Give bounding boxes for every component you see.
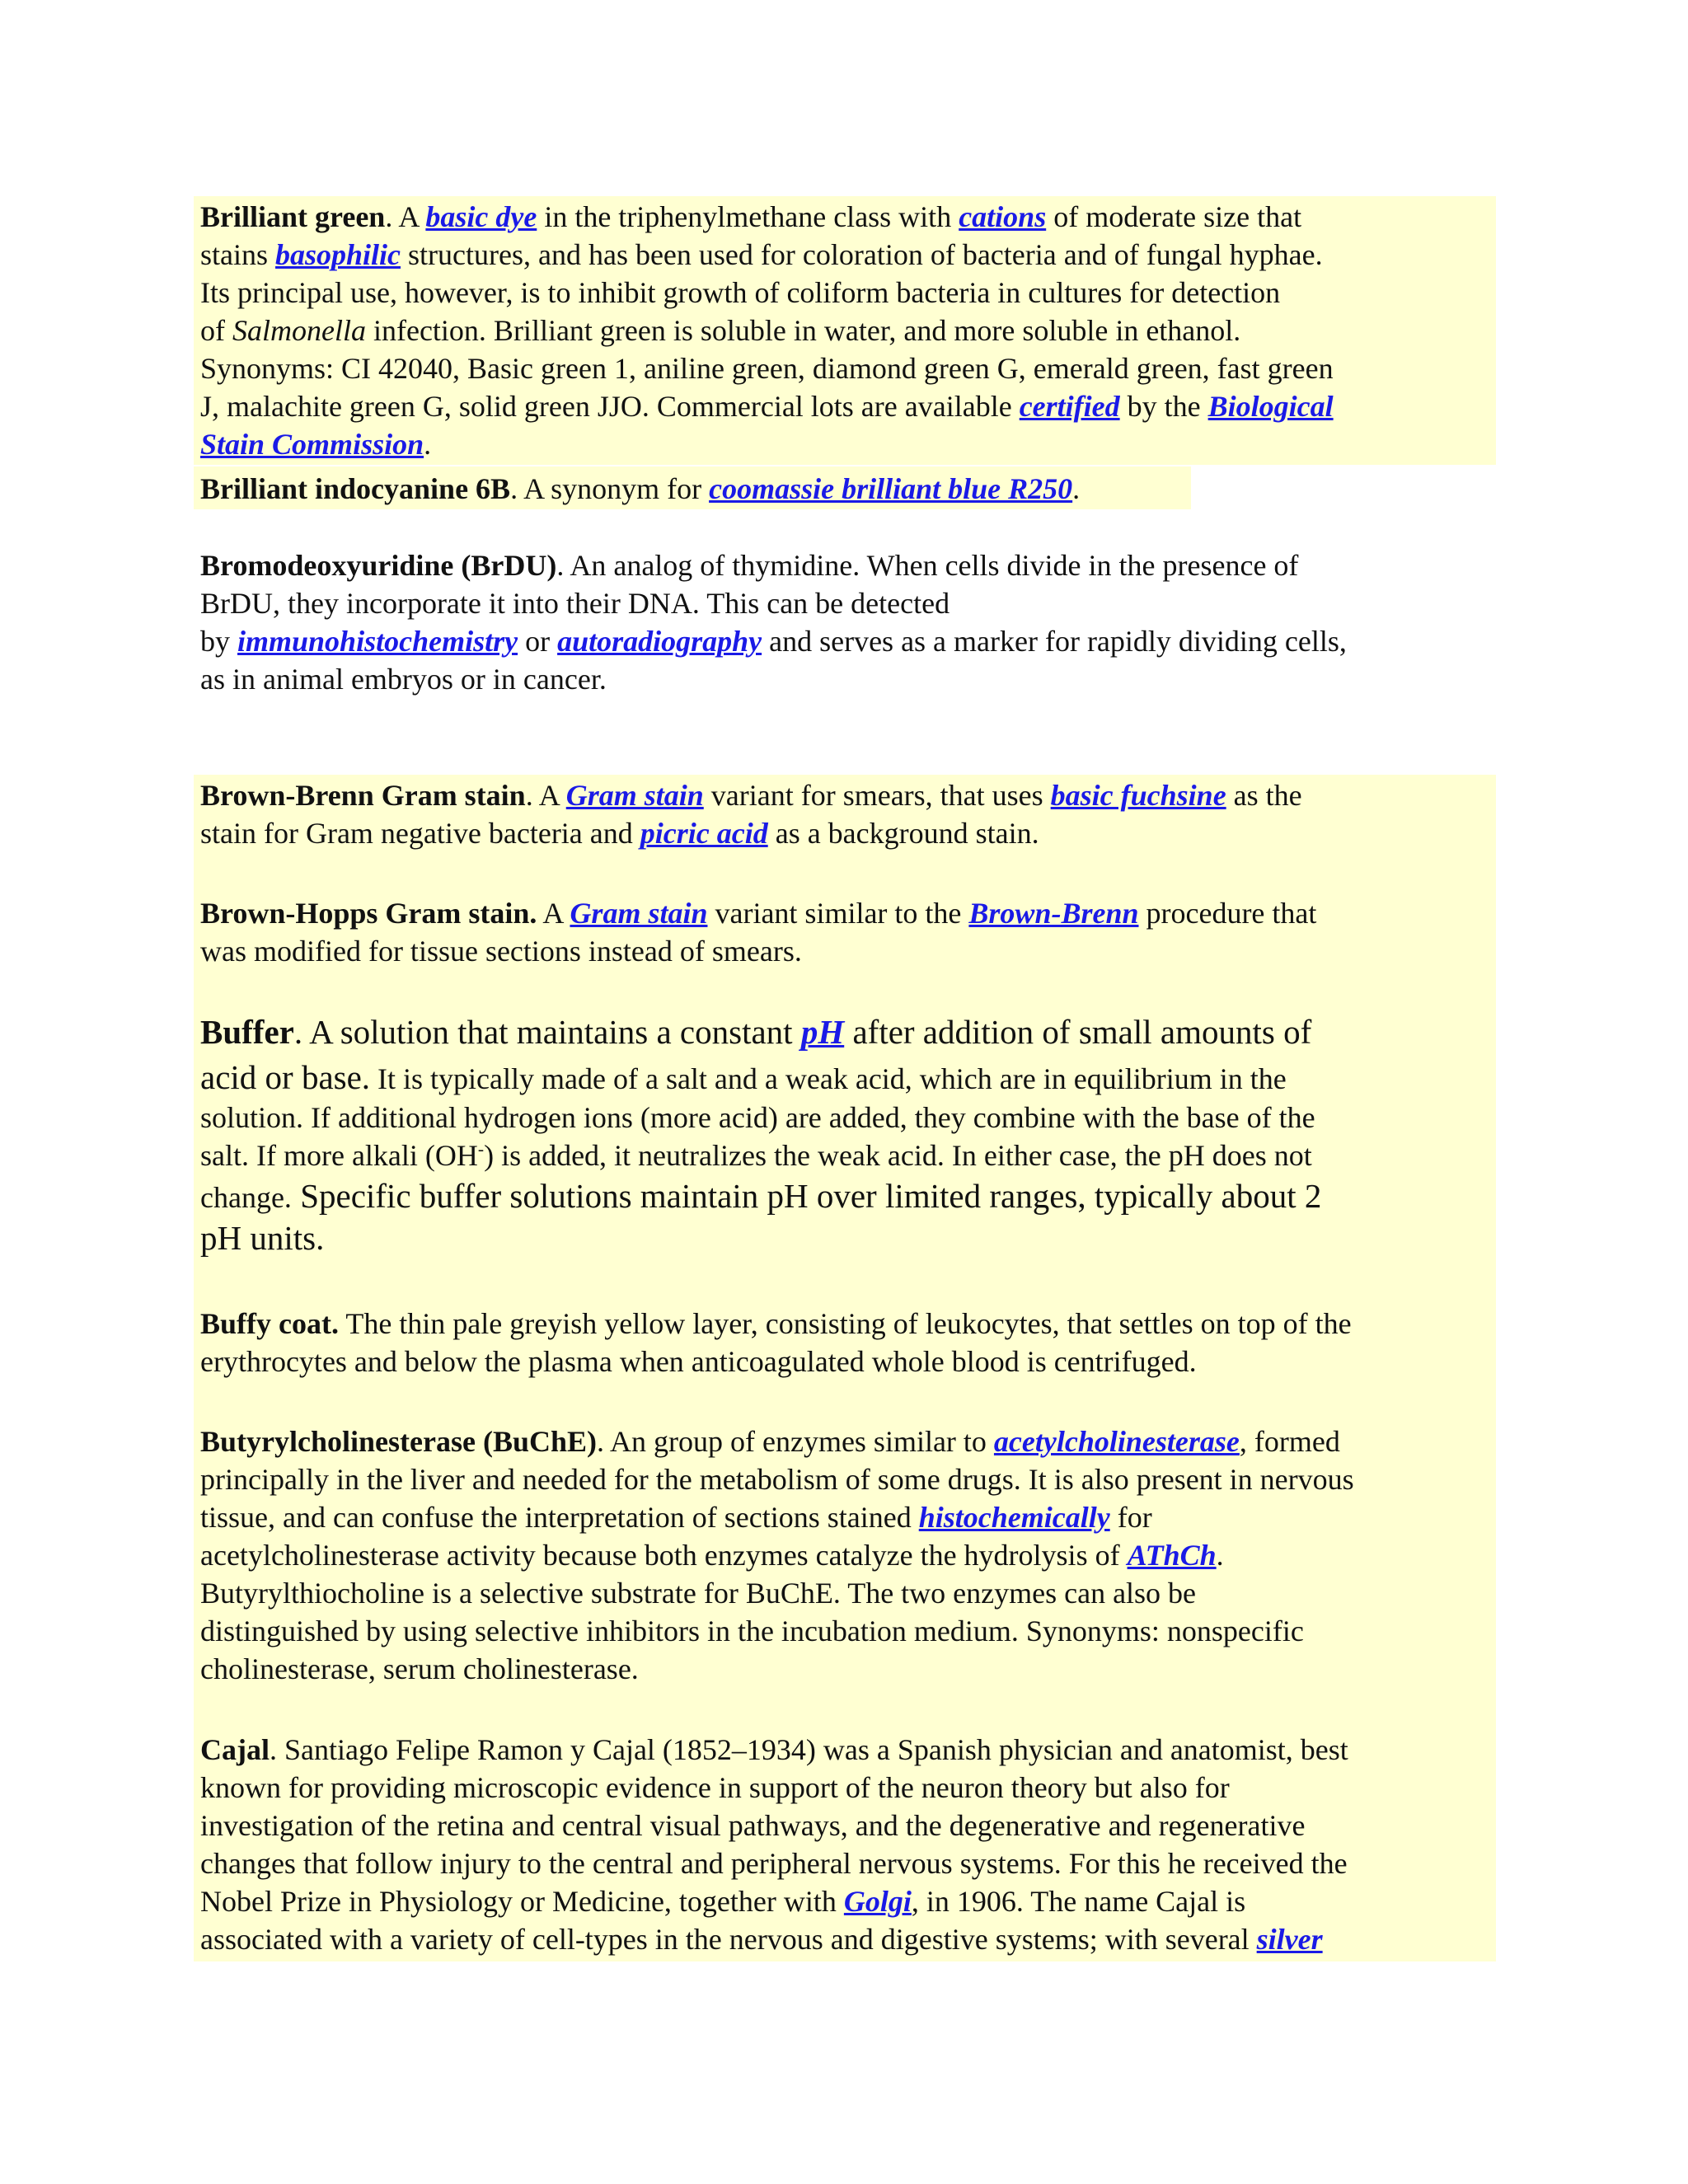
link-picric-acid[interactable]: picric acid (640, 817, 768, 850)
link-cations[interactable]: cations (959, 200, 1047, 233)
link-silver[interactable]: silver (1256, 1923, 1323, 1956)
term-cajal: Cajal (200, 1733, 270, 1766)
document-page: Brilliant green. A basic dye in the triphenylmethane class with cations of moderate size that stains basophilic structures, and has been used for coloration of bacteria and of fungal hyphae. Its principal use, however, is to inhibit growth of coliform bacteria in cultures for detection of Salmonella infection. Brilliant green is soluble in water, and more soluble in ethanol. Synonyms: CI 42040, Basic green 1, aniline green, diamond green G, emerald green, fast green J, malachite green G, solid green JJO. Commercial lots are available certified by the Biological Stain Commission. Brilliant indocyanine 6B. A synonym for coomassie brilliant blue R250. Bromodeoxyuridine (BrDU). An analog of thymidine. When cells divide in the presence of BrDU, they incorporate it into their DNA. This can be detected by immunohistochemistry or autoradiography and serves as a marker for rapidly dividing cells, as in animal embryos or in cancer. Brown-Brenn Gram stain. A Gram stain variant for smears, that uses basic fuchsine as the stain for Gram negative bacteria and picric acid as a background stain. Brown-Hopps Gram stain. A Gram stain variant similar to the Brown-Brenn procedure that was modified for tissue sections instead of smears. Buffer. A solution that maintains a constant pH after addition of small amounts of acid or base. It is typically made of a salt and a weak acid, which are in equilibrium in the solution. If additional hydrogen ions (more acid) are added, they combine with the base of the salt. If more alkali (OH-) is added, it neutralizes the weak acid. In either case, the pH does not change. Specific buffer solutions maintain pH over limited ranges, typically about 2 pH units. Buffy coat. The thin pale greyish yellow layer, consisting of leukocytes, that settles on top of the erythrocytes and below the plasma when anticoagulated whole blood is centrifuged. Butyrylcholinesterase (BuChE). An group of enzymes similar to acetylcholinesterase, formed principally in the liver and needed for the metabolism of some drugs. It is also present in nervous tissue, and can confuse the interpretation of sections stained histochemically for acetylcholinesterase activity because both enzymes catalyze the hydrolysis of AThCh. Butyrylthiocholine is a selective substrate for BuChE. The two enzymes can also be distinguished by using selective inhibitors in the incubation medium. Synonyms: nonspecific cholinesterase, serum cholinesterase. Cajal. Santiago Felipe Ramon y Cajal (1852–1934) was a Spanish physician and anatomist, best known for providing microscopic evidence in support of the neuron theory but also for investigation of the retina and central visual pathways, and the degenerative and regenerative changes that follow injury to the central and peripheral nervous systems. For this he received the Nobel Prize in Physiology or Medicine, together with Golgi, in 1906. The name Cajal is associated with a variety of cell-types in the nervous and digestive systems; with several silver (0, 0, 1688, 2184)
entry-brilliant-indocyanine: Brilliant indocyanine 6B. A synonym for coomassie brilliant blue R250. (200, 472, 1081, 505)
link-coomassie[interactable]: coomassie brilliant blue R250 (709, 472, 1073, 505)
link-certified[interactable]: certified (1019, 390, 1120, 423)
link-gram-stain-2[interactable]: Gram stain (570, 897, 708, 930)
term-buffer: Buffer (200, 1013, 294, 1051)
link-autoradiography[interactable]: autoradiography (557, 625, 762, 658)
link-acetylcholinesterase[interactable]: acetylcholinesterase (993, 1425, 1240, 1458)
link-brown-brenn[interactable]: Brown-Brenn (968, 897, 1139, 930)
link-athch[interactable]: AThCh (1127, 1539, 1217, 1572)
link-histochemically[interactable]: histochemically (918, 1501, 1110, 1534)
link-gram-stain[interactable]: Gram stain (565, 779, 704, 812)
link-biological-stain-commission[interactable]: Biological (1207, 390, 1334, 423)
link-golgi[interactable]: Golgi (843, 1885, 912, 1918)
term-bromodeoxyuridine: Bromodeoxyuridine (BrDU) (200, 549, 557, 582)
term-brilliant-indocyanine: Brilliant indocyanine 6B (200, 472, 511, 505)
link-basic-fuchsine[interactable]: basic fuchsine (1050, 779, 1226, 812)
link-ph[interactable]: pH (800, 1013, 845, 1051)
term-brown-brenn: Brown-Brenn Gram stain (200, 779, 526, 812)
term-buffy-coat: Buffy coat. (200, 1307, 339, 1340)
term-butyrylcholinesterase: Butyrylcholinesterase (BuChE) (200, 1425, 597, 1458)
term-brilliant-green: Brilliant green (200, 200, 386, 233)
link-immunohistochemistry[interactable]: immunohistochemistry (237, 625, 518, 658)
link-basic-dye[interactable]: basic dye (425, 200, 537, 233)
term-brown-hopps: Brown-Hopps Gram stain. (200, 897, 537, 930)
link-stain-commission[interactable]: Stain Commission (200, 428, 424, 461)
link-basophilic[interactable]: basophilic (275, 238, 401, 271)
